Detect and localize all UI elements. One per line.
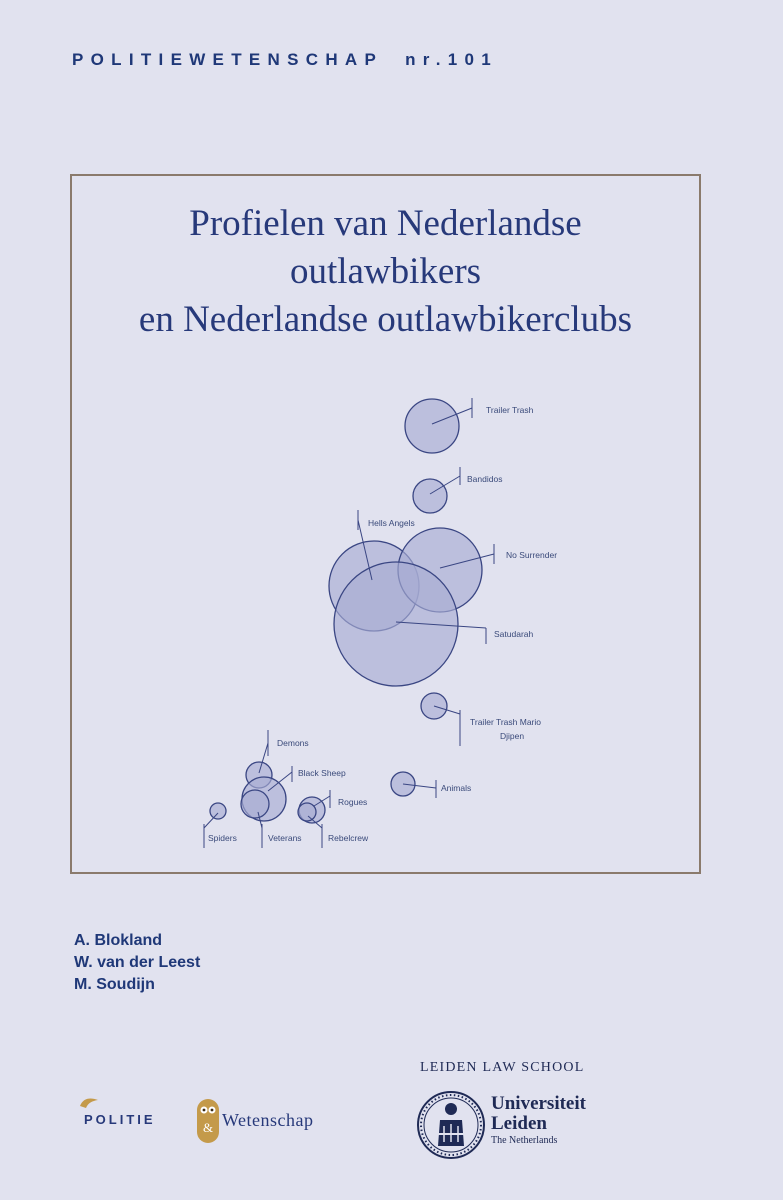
author-1: A. Blokland (74, 932, 163, 949)
series-number: nr.101 (405, 50, 499, 69)
author-2: W. van der Leest (74, 954, 201, 971)
bird-icon (78, 1094, 100, 1112)
university-line-1: Universiteit (491, 1093, 586, 1114)
label-trailer-trash-mario-line1: Trailer Trash Mario (470, 717, 542, 727)
cover-frame (70, 174, 701, 874)
label-rebelcrew: Rebelcrew (328, 833, 369, 843)
publisher-word-wetenschap: Wetenschap (222, 1110, 314, 1130)
author-3: M. Soudijn (74, 976, 155, 993)
label-spiders: Spiders (208, 833, 237, 843)
label-hells-angels: Hells Angels (368, 518, 415, 528)
label-trailer-trash: Trailer Trash (486, 405, 534, 415)
bubble-network-illustration (72, 176, 699, 872)
series-name: POLITIEWETENSCHAP (72, 50, 384, 69)
title-line-3: en Nederlandse outlawbikerclubs (138, 299, 633, 340)
publisher-ampersand: & (202, 1120, 214, 1135)
label-rogues: Rogues (338, 797, 368, 807)
series-heading (72, 50, 498, 70)
label-bandidos: Bandidos (467, 474, 503, 484)
bubble-satudarah (334, 562, 458, 686)
university-country: The Netherlands (491, 1135, 558, 1146)
university-line-2: Leiden (491, 1113, 547, 1134)
politie-wetenschap-logo (78, 1090, 358, 1150)
owl-emblem-icon (196, 1098, 220, 1144)
bubble-rebelcrew (298, 803, 316, 821)
label-no-surrender: No Surrender (506, 550, 558, 560)
university-name (491, 1094, 586, 1148)
label-demons: Demons (277, 738, 309, 748)
author-list (74, 930, 200, 996)
label-satudarah: Satudarah (494, 629, 534, 639)
title-line-2: outlawbikers (289, 251, 482, 292)
university-seal-icon (416, 1090, 486, 1160)
bubble-spiders (210, 803, 226, 819)
publisher-word-politie: POLITIE (84, 1112, 156, 1127)
law-school-name: LEIDEN LAW SCHOOL (420, 1060, 585, 1075)
label-trailer-trash-mario-line2: Djipen (500, 731, 525, 741)
label-veterans: Veterans (268, 833, 302, 843)
bubble-trailer-trash (405, 399, 459, 453)
title-line-1: Profielen van Nederlandse (189, 203, 582, 244)
label-black-sheep: Black Sheep (298, 768, 346, 778)
bubble-veterans (241, 790, 269, 818)
bubble-bandidos (413, 479, 447, 513)
label-animals: Animals (441, 783, 472, 793)
